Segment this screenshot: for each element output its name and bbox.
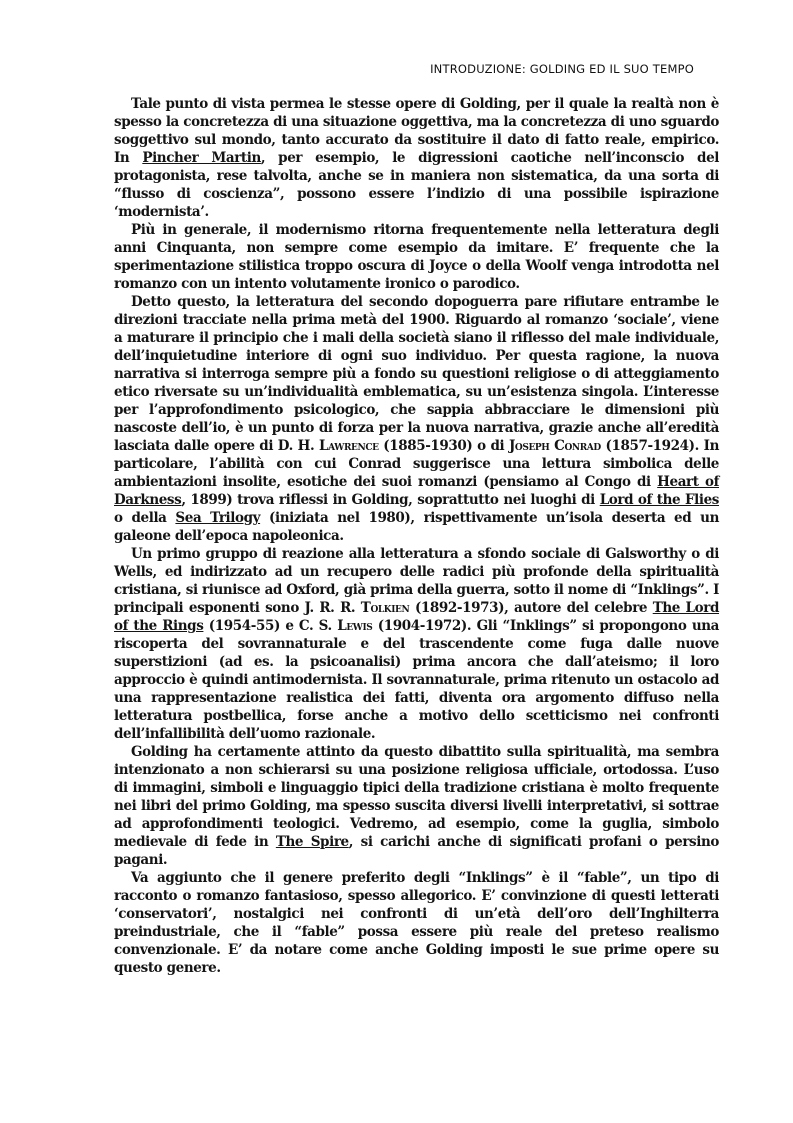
text-run: Va aggiunto che il genere preferito degli “Inklings” è il “fable”, un tipo di racconto o romanzo fantasioso, spesso allegorico. E’ convinzione di questi letterati ‘conservatori’, nostalgici nei confronti di un’età dell’oro dell’Inghilterra preindustriale, che il “fable” possa essere più reale del preteso realismo convenzionale. E’ da notare come anche Golding imposti le sue prime opere su questo genere. xyxy=(114,870,719,976)
book-title-sea-trilogy: Sea Trilogy xyxy=(175,510,261,526)
book-title-heart-of-darkness: Heart of Darkness xyxy=(114,474,719,508)
author-name-lewis: Lewis xyxy=(337,618,373,634)
paragraph-6 xyxy=(114,869,719,977)
text-run: Golding ha certamente attinto da questo dibattito sulla spiritualità, ma sembra intenzionato a non schierarsi su una posizione religiosa ufficiale, ortodossa. L’uso di immagini, simboli e linguaggio tipici della tradizione cristiana è molto frequente nei libri del primo Golding, ma spesso suscita diversi livelli interpretativi, si sottrae ad approfondimenti teologici. Vedremo, ad esempio, come la guglia, simbolo medievale di fede in xyxy=(114,744,719,850)
text-run: , si carichi anche di significati profani o persino pagani. xyxy=(114,834,719,868)
author-name-tolkien: Tolkien xyxy=(360,600,410,616)
text-run: Più in generale, il modernismo ritorna frequentemente nella letteratura degli anni Cinquanta, non sempre come esempio da imitare. E’ frequente che la sperimentazione stilistica troppo oscura di Joyce o della Woolf venga introdotta nel romanzo con un intento volutamente ironico o parodico. xyxy=(114,222,719,292)
text-run: Un primo gruppo di reazione alla letteratura a sfondo sociale di Galsworthy o di Wells, ed indirizzato ad un recupero delle radici più profonde della spiritualità cristiana, si riunisce ad Oxford, già prima della guerra, sotto il nome di “Inklings”. I principali esponenti sono J. R. R. xyxy=(114,546,719,616)
paragraph-5 xyxy=(114,743,719,869)
paragraph-4 xyxy=(114,545,719,743)
text-run: (iniziata nel 1980), rispettivamente un’isola deserta ed un galeone dell’epoca napoleonica. xyxy=(114,510,719,544)
text-run: (1892-1973), autore del celebre xyxy=(409,600,653,616)
text-run: , 1899) trova riflessi in Golding, soprattutto nei luoghi di xyxy=(181,492,600,508)
text-run: (1954-55) e C. S. xyxy=(203,618,338,634)
paragraph-1 xyxy=(114,95,719,221)
book-title-the-spire: The Spire xyxy=(275,834,349,850)
body-text xyxy=(114,95,719,977)
book-title-lord-of-the-flies: Lord of the Flies xyxy=(599,492,719,508)
book-title-pincher-martin: Pincher Martin xyxy=(142,150,261,166)
text-run: Tale punto di vista permea le stesse opere di Golding, per il quale la realtà non è spesso la concretezza di una situazione oggettiva, ma la concretezza di uno sguardo soggettivo sul mondo, tanto accurato da sostituire il dato di fatto reale, empirico. In xyxy=(114,96,719,166)
book-title-lord-of-the-rings: The Lord of the Rings xyxy=(114,600,720,634)
text-run: (1904-1972). Gli “Inklings” si propongono una riscoperta del sovrannaturale e del trascendente come fuga dalle nuove superstizioni (ad es. la psicoanalisi) prima ancora che dall’ateismo; il loro approccio è quindi antimodernista. Il sovrannaturale, prima ritenuto un ostacolo ad una rappresentazione realistica dei fatti, diventa ora argomento diffuso nella letteratura postbellica, forse anche a motivo dello scetticismo nei confronti dell’infallibilità dell’uomo razionale. xyxy=(114,618,720,742)
text-run: o della xyxy=(114,510,176,526)
text-run: (1857-1924). In particolare, l’abilità con cui Conrad suggerisce una lettura simbolica delle ambientazioni insolite, esotiche dei suoi romanzi (pensiamo al Congo di xyxy=(114,438,719,490)
author-name-conrad: Joseph Conrad xyxy=(508,438,601,454)
text-run: (1885-1930) o di xyxy=(378,438,509,454)
text-run: , per esempio, le digressioni caotiche nell’inconscio del protagonista, rese talvolta, anche se in maniera non sistematica, da una sorta di “flusso di coscienza”, possono essere l’indizio di una possibile ispirazione ‘modernista’. xyxy=(114,150,719,220)
author-name-lawrence: Lawrence xyxy=(319,438,379,454)
running-header: INTRODUZIONE: GOLDING ED IL SUO TEMPO xyxy=(430,62,694,76)
paragraph-3 xyxy=(114,293,719,545)
paragraph-2 xyxy=(114,221,719,293)
text-run: Detto questo, la letteratura del secondo dopoguerra pare rifiutare entrambe le direzioni tracciate nella prima metà del 1900. Riguardo al romanzo ‘sociale’, viene a maturare il principio che i mali della società siano il riflesso del male individuale, dell’inquietudine interiore di ogni suo individuo. Per questa ragione, la nuova narrativa si interroga sempre più a fondo su questioni religiose o di atteggiamento etico riversate su un’individualità emblematica, su un’esistenza singola. L’interesse per l’approfondimento psicologico, che sappia abbracciare le dimensioni più nascoste dell’io, è un punto di forza per la nuova narrativa, grazie anche all’eredità lasciata dalle opere di D. H. xyxy=(114,294,719,454)
